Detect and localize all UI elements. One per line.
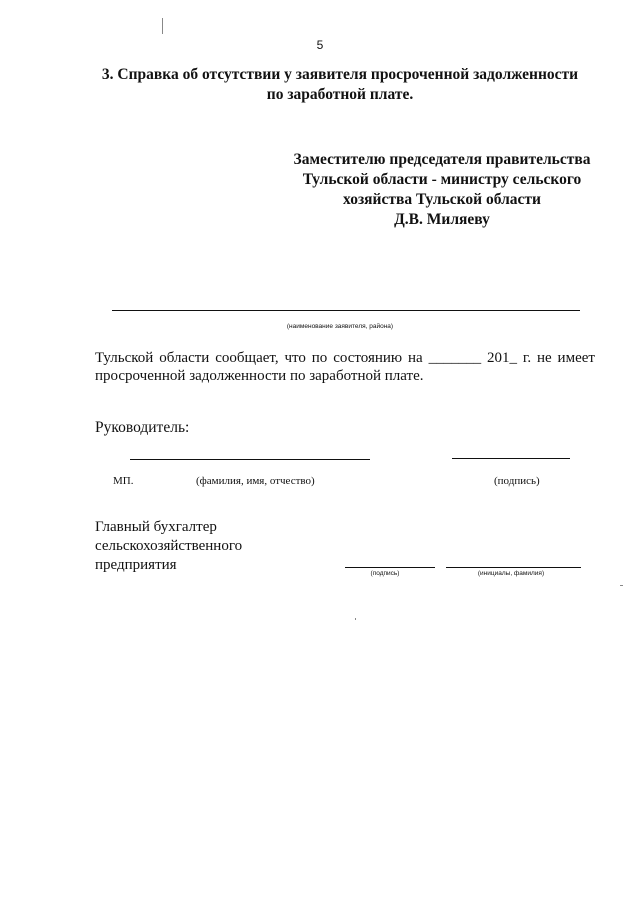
accountant-name-line [446,567,581,568]
scan-mark [162,18,163,34]
accountant-line-3: предприятия [95,557,177,573]
scan-mark [355,618,356,620]
accountant-line-2: сельскохозяйственного [95,538,243,554]
scan-mark [620,585,623,586]
statement-word: на [408,350,423,366]
addressee-block [282,150,602,230]
statement-word: состоянию [333,350,403,366]
statement-word: что [284,350,306,366]
certificate-heading [80,65,600,105]
statement-line-2: просроченной задолженности по заработной плате. [95,368,424,384]
accountant-label [95,518,242,575]
accountant-name-caption: (инициалы, фамилия) [477,570,545,577]
statement-word: сообщает, [215,350,279,366]
director-signature-caption: (подпись) [494,475,540,487]
director-label: Руководитель: [95,419,190,436]
heading-line-2: по заработной плате. [266,86,414,103]
director-name-caption: (фамилия, имя, отчество) [196,475,315,487]
addressee-line-2: Тульской области - министру сельского [302,171,582,188]
statement-word: имеет [557,350,595,366]
director-name-line [130,459,370,460]
statement-word: не [536,350,552,366]
accountant-signature-line [345,567,435,568]
statement-word: по [311,350,328,366]
director-signature-line [452,458,570,459]
statement-word: 201_ [486,350,517,366]
accountant-signature-caption: (подпись) [370,570,400,577]
accountant-line-1: Главный бухгалтер [95,519,217,535]
applicant-caption: (наименование заявителя, района) [286,323,394,330]
heading-line-1: 3. Справка об отсутствии у заявителя просроченной задолженности [101,66,579,83]
addressee-line-3: хозяйства Тульской области [343,191,541,208]
statement-text [95,349,595,385]
statement-word: области [159,350,210,366]
stamp-label: МП. [113,475,134,487]
page-number: 5 [316,38,324,52]
applicant-name-line [112,310,580,311]
statement-word: Тульской [95,350,154,366]
addressee-line-4: Д.В. Миляеву [394,211,490,228]
addressee-line-1: Заместителю председателя правительства [293,151,591,168]
statement-word: _______ [428,350,482,366]
statement-word: г. [522,350,532,366]
statement-line-1 [95,349,595,367]
